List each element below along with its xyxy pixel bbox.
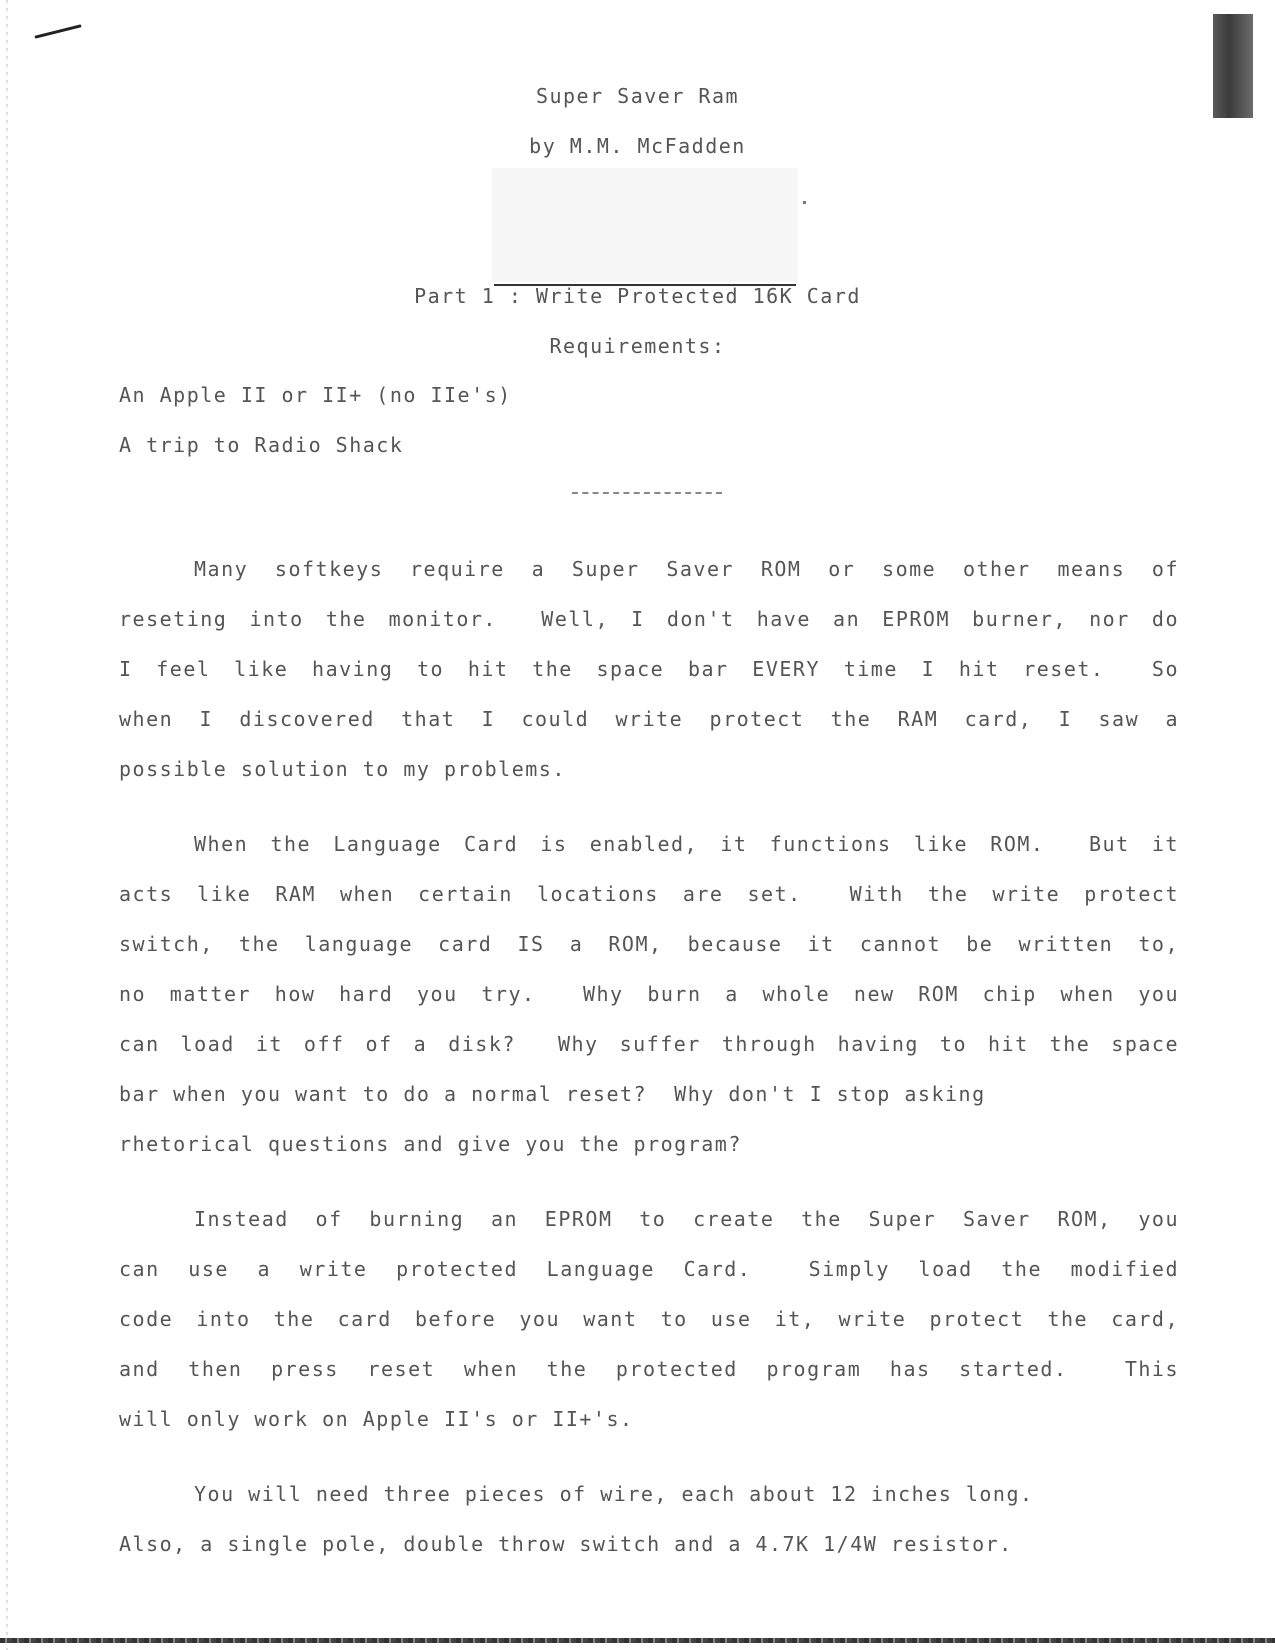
paragraph-2-line: When the Language Card is enabled, it functions like ROM. But it bbox=[194, 832, 1179, 856]
pen-mark bbox=[34, 24, 81, 39]
paragraph-1-line: when I discovered that I could write protect the RAM card, I saw a bbox=[119, 707, 1179, 731]
paragraph-3-line: can use a write protected Language Card. Simply load the modified bbox=[119, 1257, 1179, 1281]
paragraph-2-line: no matter how hard you try. Why burn a whole new ROM chip when you bbox=[119, 982, 1179, 1006]
paragraph-2-line: acts like RAM when certain locations are set. With the write protect bbox=[119, 882, 1179, 906]
section-divider bbox=[572, 492, 722, 494]
scan-edge-left bbox=[6, 0, 8, 1650]
paragraph-3-line: will only work on Apple II's or II+'s. bbox=[119, 1407, 634, 1431]
part-heading: Part 1 : Write Protected 16K Card bbox=[414, 284, 861, 308]
paragraph-4-line: You will need three pieces of wire, each about 12 inches long. bbox=[194, 1482, 1034, 1506]
requirement-item: A trip to Radio Shack bbox=[119, 433, 404, 457]
paragraph-3-line: and then press reset when the protected program has started. This bbox=[119, 1357, 1179, 1381]
requirement-item: An Apple II or II+ (no IIe's) bbox=[119, 383, 512, 407]
paragraph-1-line: Many softkeys require a Super Saver ROM or some other means of bbox=[194, 557, 1179, 581]
byline: by M.M. McFadden bbox=[529, 134, 746, 158]
paragraph-2-line: can load it off of a disk? Why suffer through having to hit the space bbox=[119, 1032, 1179, 1056]
requirements-heading: Requirements: bbox=[549, 334, 726, 358]
paragraph-1-line: reseting into the monitor. Well, I don't have an EPROM burner, nor do bbox=[119, 607, 1179, 631]
paragraph-3-line: code into the card before you want to use it, write protect the card, bbox=[119, 1307, 1179, 1331]
paragraph-2-line: switch, the language card IS a ROM, because it cannot be written to, bbox=[119, 932, 1179, 956]
paragraph-1-line: I feel like having to hit the space bar EVERY time I hit reset. So bbox=[119, 657, 1179, 681]
stray-mark bbox=[803, 201, 806, 204]
paragraph-4-line: Also, a single pole, double throw switch and a 4.7K 1/4W resistor. bbox=[119, 1532, 1013, 1556]
paragraph-2-line: rhetorical questions and give you the program? bbox=[119, 1132, 742, 1156]
redacted-area bbox=[492, 168, 798, 282]
paragraph-1-line: possible solution to my problems. bbox=[119, 757, 566, 781]
document-title: Super Saver Ram bbox=[535, 84, 740, 108]
paragraph-2-line: bar when you want to do a normal reset? Why don't I stop asking bbox=[119, 1082, 986, 1106]
paragraph-3-line: Instead of burning an EPROM to create the Super Saver ROM, you bbox=[194, 1207, 1179, 1231]
scan-edge-bottom bbox=[0, 1638, 1275, 1643]
